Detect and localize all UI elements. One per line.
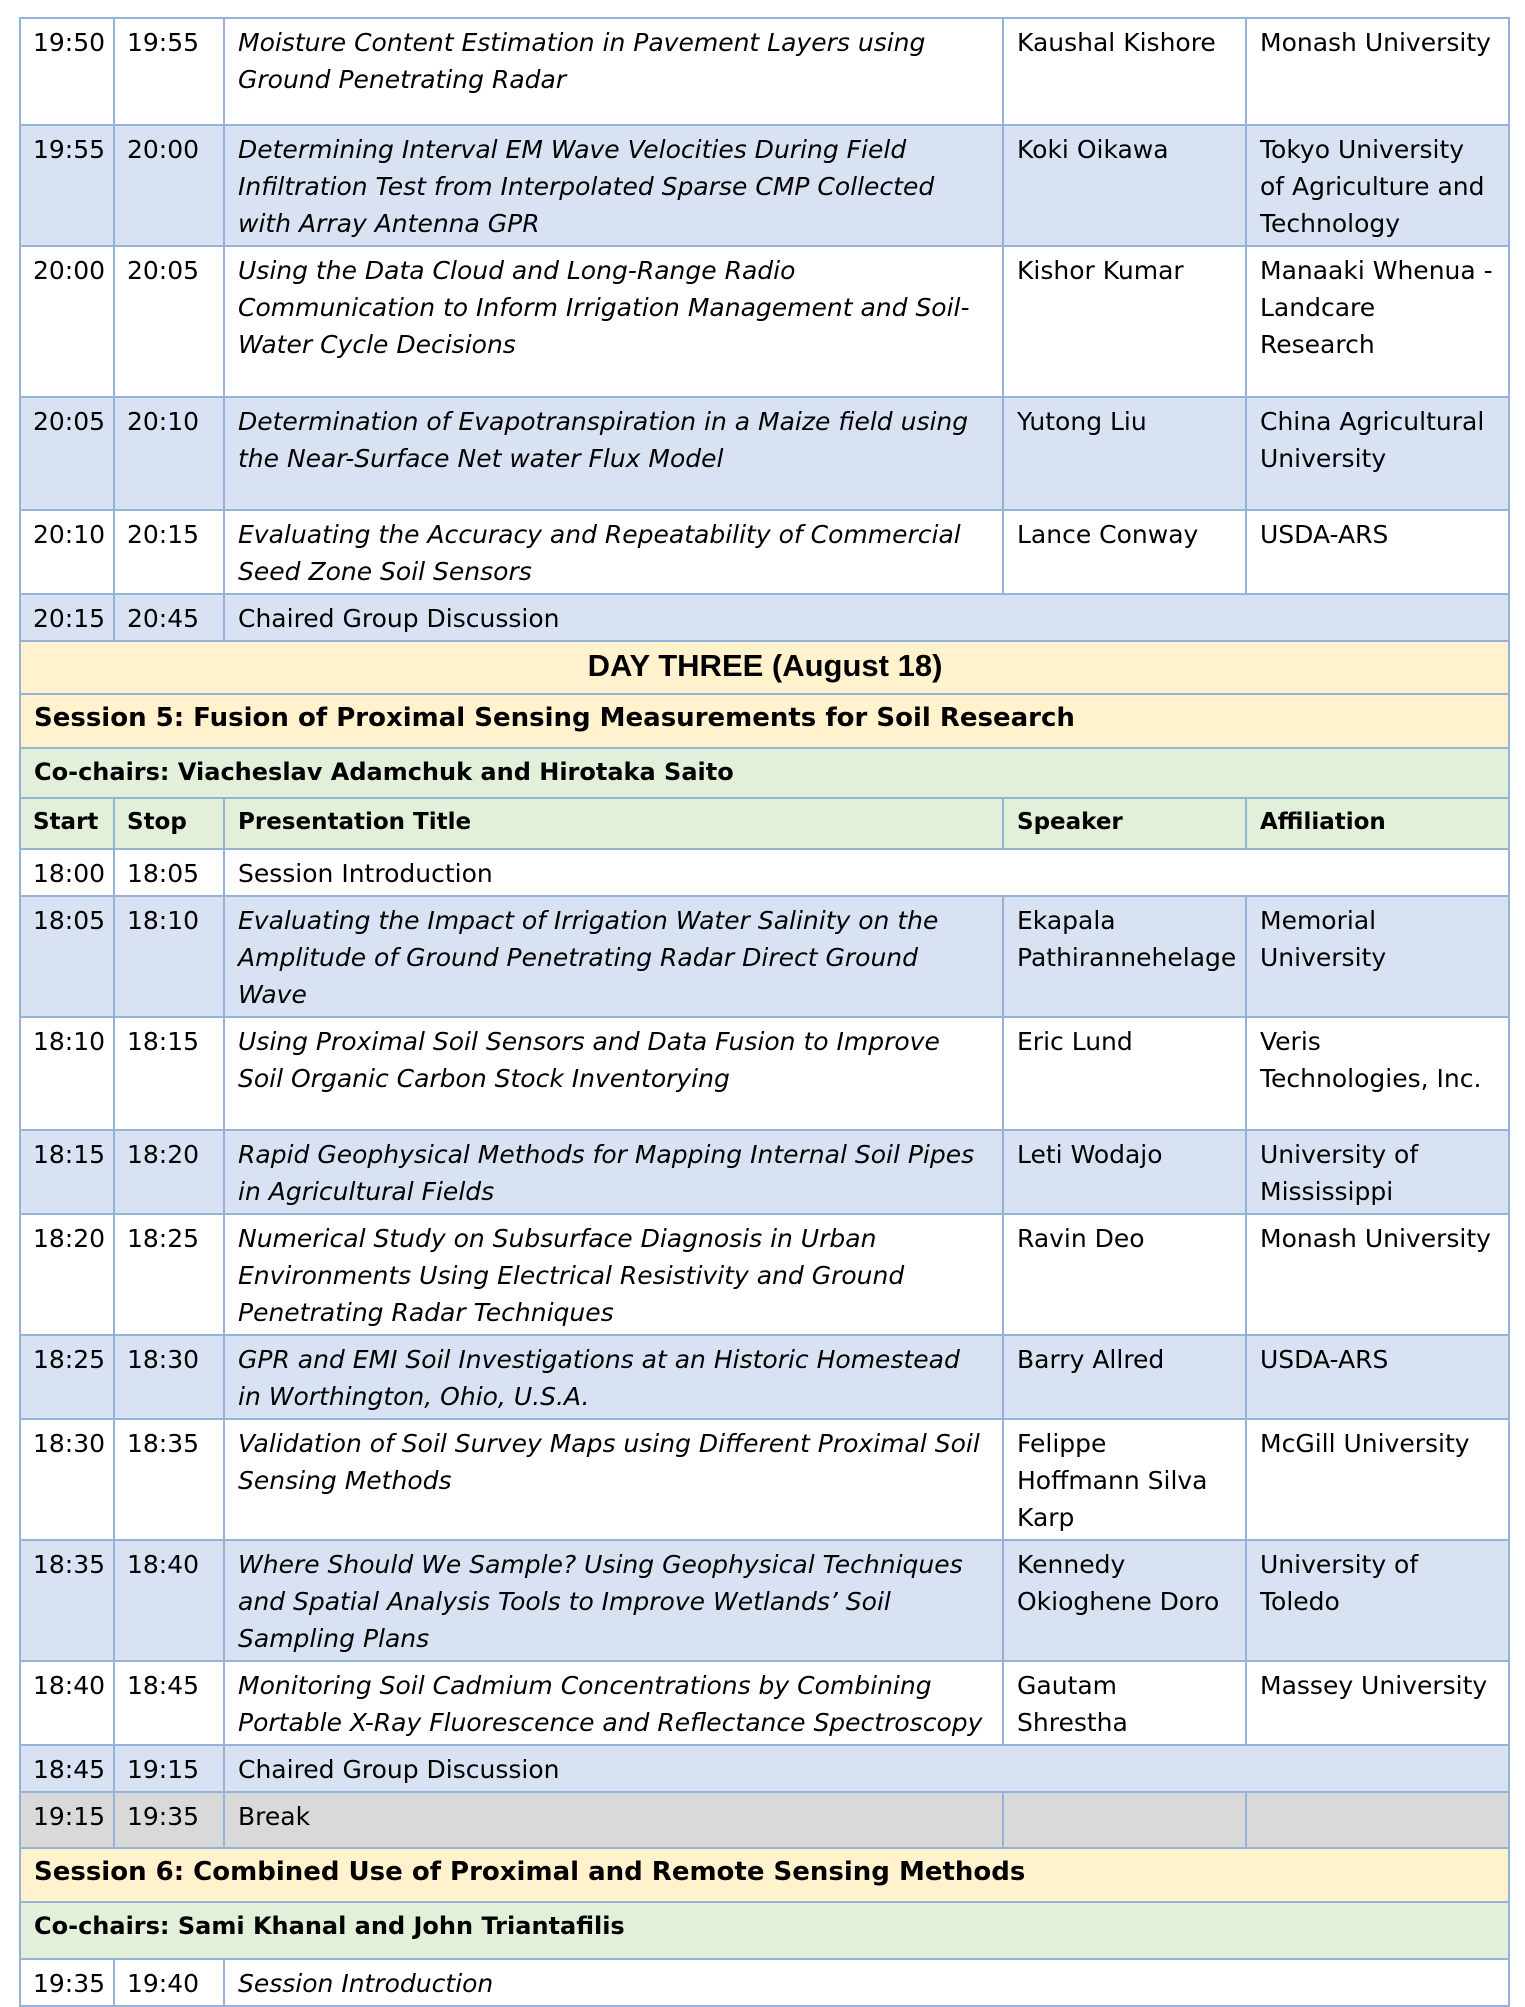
stop-time: 20:10 <box>114 397 224 510</box>
speaker: Leti Wodajo <box>1003 1130 1246 1214</box>
stop-time: 20:45 <box>114 594 224 641</box>
stop-time: 18:20 <box>114 1130 224 1214</box>
presentation-title: Monitoring Soil Cadmium Concentrations by Combining Portable X-Ray Fluorescence and Reflectance Spectroscopy <box>224 1661 1003 1745</box>
start-time: 18:10 <box>20 1017 114 1130</box>
schedule-row <box>20 1419 1509 1540</box>
speaker: Lance Conway <box>1003 510 1246 594</box>
start-time: 20:00 <box>20 246 114 397</box>
affiliation: Veris Technologies, Inc. <box>1246 1017 1509 1130</box>
stop-time: 18:10 <box>114 896 224 1017</box>
presentation-title: Chaired Group Discussion <box>224 594 1509 641</box>
start-time: 19:50 <box>20 18 114 125</box>
start-time: 18:15 <box>20 1130 114 1214</box>
presentation-title: Numerical Study on Subsurface Diagnosis in Urban Environments Using Electrical Resistivity and Ground Penetrating Radar Techniques <box>224 1214 1003 1335</box>
session-title-row <box>20 694 1509 748</box>
presentation-title: Using the Data Cloud and Long-Range Radio Communication to Inform Irrigation Management and Soil-Water Cycle Decisions <box>224 246 1003 397</box>
start-time: 18:45 <box>20 1745 114 1792</box>
schedule-row <box>20 1214 1509 1335</box>
speaker: Kennedy Okioghene Doro <box>1003 1540 1246 1661</box>
speaker: Felippe Hoffmann Silva Karp <box>1003 1419 1246 1540</box>
presentation-title: Determining Interval EM Wave Velocities During Field Infiltration Test from Interpolated Sparse CMP Collected with Array Antenna GPR <box>224 125 1003 246</box>
presentation-title: Moisture Content Estimation in Pavement Layers using Ground Penetrating Radar <box>224 18 1003 125</box>
session-cochairs: Co-chairs: Viacheslav Adamchuk and Hirotaka Saito <box>20 748 1509 798</box>
stop-time: 20:05 <box>114 246 224 397</box>
start-time: 20:05 <box>20 397 114 510</box>
schedule-row <box>20 1959 1509 2006</box>
stop-time: 19:15 <box>114 1745 224 1792</box>
schedule-row <box>20 1661 1509 1745</box>
schedule-row <box>20 510 1509 594</box>
presentation-title: Validation of Soil Survey Maps using Different Proximal Soil Sensing Methods <box>224 1419 1003 1540</box>
affiliation: Manaaki Whenua - Landcare Research <box>1246 246 1509 397</box>
affiliation: Tokyo University of Agriculture and Technology <box>1246 125 1509 246</box>
cochairs-row <box>20 1902 1509 1959</box>
column-header-stop: Stop <box>114 798 224 849</box>
presentation-title: Evaluating the Impact of Irrigation Water Salinity on the Amplitude of Ground Penetrating Radar Direct Ground Wave <box>224 896 1003 1017</box>
speaker: Kishor Kumar <box>1003 246 1246 397</box>
schedule-row <box>20 18 1509 125</box>
schedule-row <box>20 896 1509 1017</box>
stop-time: 18:25 <box>114 1214 224 1335</box>
speaker: Barry Allred <box>1003 1335 1246 1419</box>
presentation-title: Rapid Geophysical Methods for Mapping Internal Soil Pipes in Agricultural Fields <box>224 1130 1003 1214</box>
column-header-start: Start <box>20 798 114 849</box>
speaker: Ekapala Pathirannehelage <box>1003 896 1246 1017</box>
schedule-row <box>20 594 1509 641</box>
session-title-row <box>20 1848 1509 1902</box>
presentation-title: GPR and EMI Soil Investigations at an Historic Homestead in Worthington, Ohio, U.S.A. <box>224 1335 1003 1419</box>
speaker: Ravin Deo <box>1003 1214 1246 1335</box>
cochairs-row <box>20 748 1509 798</box>
schedule-row <box>20 1540 1509 1661</box>
presentation-title: Session Introduction <box>224 849 1509 896</box>
affiliation: Massey University <box>1246 1661 1509 1745</box>
schedule-row <box>20 1745 1509 1792</box>
column-header-title: Presentation Title <box>224 798 1003 849</box>
start-time: 18:40 <box>20 1661 114 1745</box>
stop-time: 18:15 <box>114 1017 224 1130</box>
affiliation: University of Mississippi <box>1246 1130 1509 1214</box>
affiliation: Monash University <box>1246 18 1509 125</box>
start-time: 18:20 <box>20 1214 114 1335</box>
speaker: Yutong Liu <box>1003 397 1246 510</box>
speaker: Eric Lund <box>1003 1017 1246 1130</box>
schedule-table <box>19 17 1510 2007</box>
schedule-row <box>20 397 1509 510</box>
presentation-title: Where Should We Sample? Using Geophysical Techniques and Spatial Analysis Tools to Improve Wetlands’ Soil Sampling Plans <box>224 1540 1003 1661</box>
day-heading-row <box>20 641 1509 694</box>
start-time: 18:05 <box>20 896 114 1017</box>
stop-time: 19:35 <box>114 1792 224 1848</box>
presentation-title: Session Introduction <box>224 1959 1509 2006</box>
start-time: 18:00 <box>20 849 114 896</box>
presentation-title: Break <box>224 1792 1003 1848</box>
affiliation: McGill University <box>1246 1419 1509 1540</box>
speaker: Kaushal Kishore <box>1003 18 1246 125</box>
schedule-row <box>20 1130 1509 1214</box>
schedule-row <box>20 1792 1509 1848</box>
schedule-row <box>20 246 1509 397</box>
stop-time: 20:00 <box>114 125 224 246</box>
stop-time: 18:45 <box>114 1661 224 1745</box>
affiliation: USDA-ARS <box>1246 1335 1509 1419</box>
presentation-title: Using Proximal Soil Sensors and Data Fusion to Improve Soil Organic Carbon Stock Inventorying <box>224 1017 1003 1130</box>
presentation-title: Evaluating the Accuracy and Repeatability of Commercial Seed Zone Soil Sensors <box>224 510 1003 594</box>
column-header-row <box>20 798 1509 849</box>
schedule-row <box>20 1335 1509 1419</box>
start-time: 18:25 <box>20 1335 114 1419</box>
day-heading: DAY THREE (August 18) <box>20 641 1509 694</box>
stop-time: 18:30 <box>114 1335 224 1419</box>
affiliation <box>1246 1792 1509 1848</box>
affiliation: Memorial University <box>1246 896 1509 1017</box>
column-header-speaker: Speaker <box>1003 798 1246 849</box>
start-time: 19:35 <box>20 1959 114 2006</box>
session-cochairs: Co-chairs: Sami Khanal and John Triantafilis <box>20 1902 1509 1959</box>
stop-time: 19:55 <box>114 18 224 125</box>
stop-time: 18:40 <box>114 1540 224 1661</box>
stop-time: 18:35 <box>114 1419 224 1540</box>
affiliation: USDA-ARS <box>1246 510 1509 594</box>
stop-time: 20:15 <box>114 510 224 594</box>
speaker: Gautam Shrestha <box>1003 1661 1246 1745</box>
session-title: Session 6: Combined Use of Proximal and Remote Sensing Methods <box>20 1848 1509 1902</box>
affiliation: University of Toledo <box>1246 1540 1509 1661</box>
start-time: 19:15 <box>20 1792 114 1848</box>
affiliation: Monash University <box>1246 1214 1509 1335</box>
start-time: 20:10 <box>20 510 114 594</box>
start-time: 18:35 <box>20 1540 114 1661</box>
start-time: 18:30 <box>20 1419 114 1540</box>
column-header-affiliation: Affiliation <box>1246 798 1509 849</box>
presentation-title: Determination of Evapotranspiration in a Maize field using the Near-Surface Net water Flux Model <box>224 397 1003 510</box>
schedule-row <box>20 1017 1509 1130</box>
presentation-title: Chaired Group Discussion <box>224 1745 1509 1792</box>
start-time: 20:15 <box>20 594 114 641</box>
affiliation: China Agricultural University <box>1246 397 1509 510</box>
speaker <box>1003 1792 1246 1848</box>
speaker: Koki Oikawa <box>1003 125 1246 246</box>
stop-time: 19:40 <box>114 1959 224 2006</box>
schedule-row <box>20 849 1509 896</box>
start-time: 19:55 <box>20 125 114 246</box>
stop-time: 18:05 <box>114 849 224 896</box>
schedule-row <box>20 125 1509 246</box>
session-title: Session 5: Fusion of Proximal Sensing Measurements for Soil Research <box>20 694 1509 748</box>
